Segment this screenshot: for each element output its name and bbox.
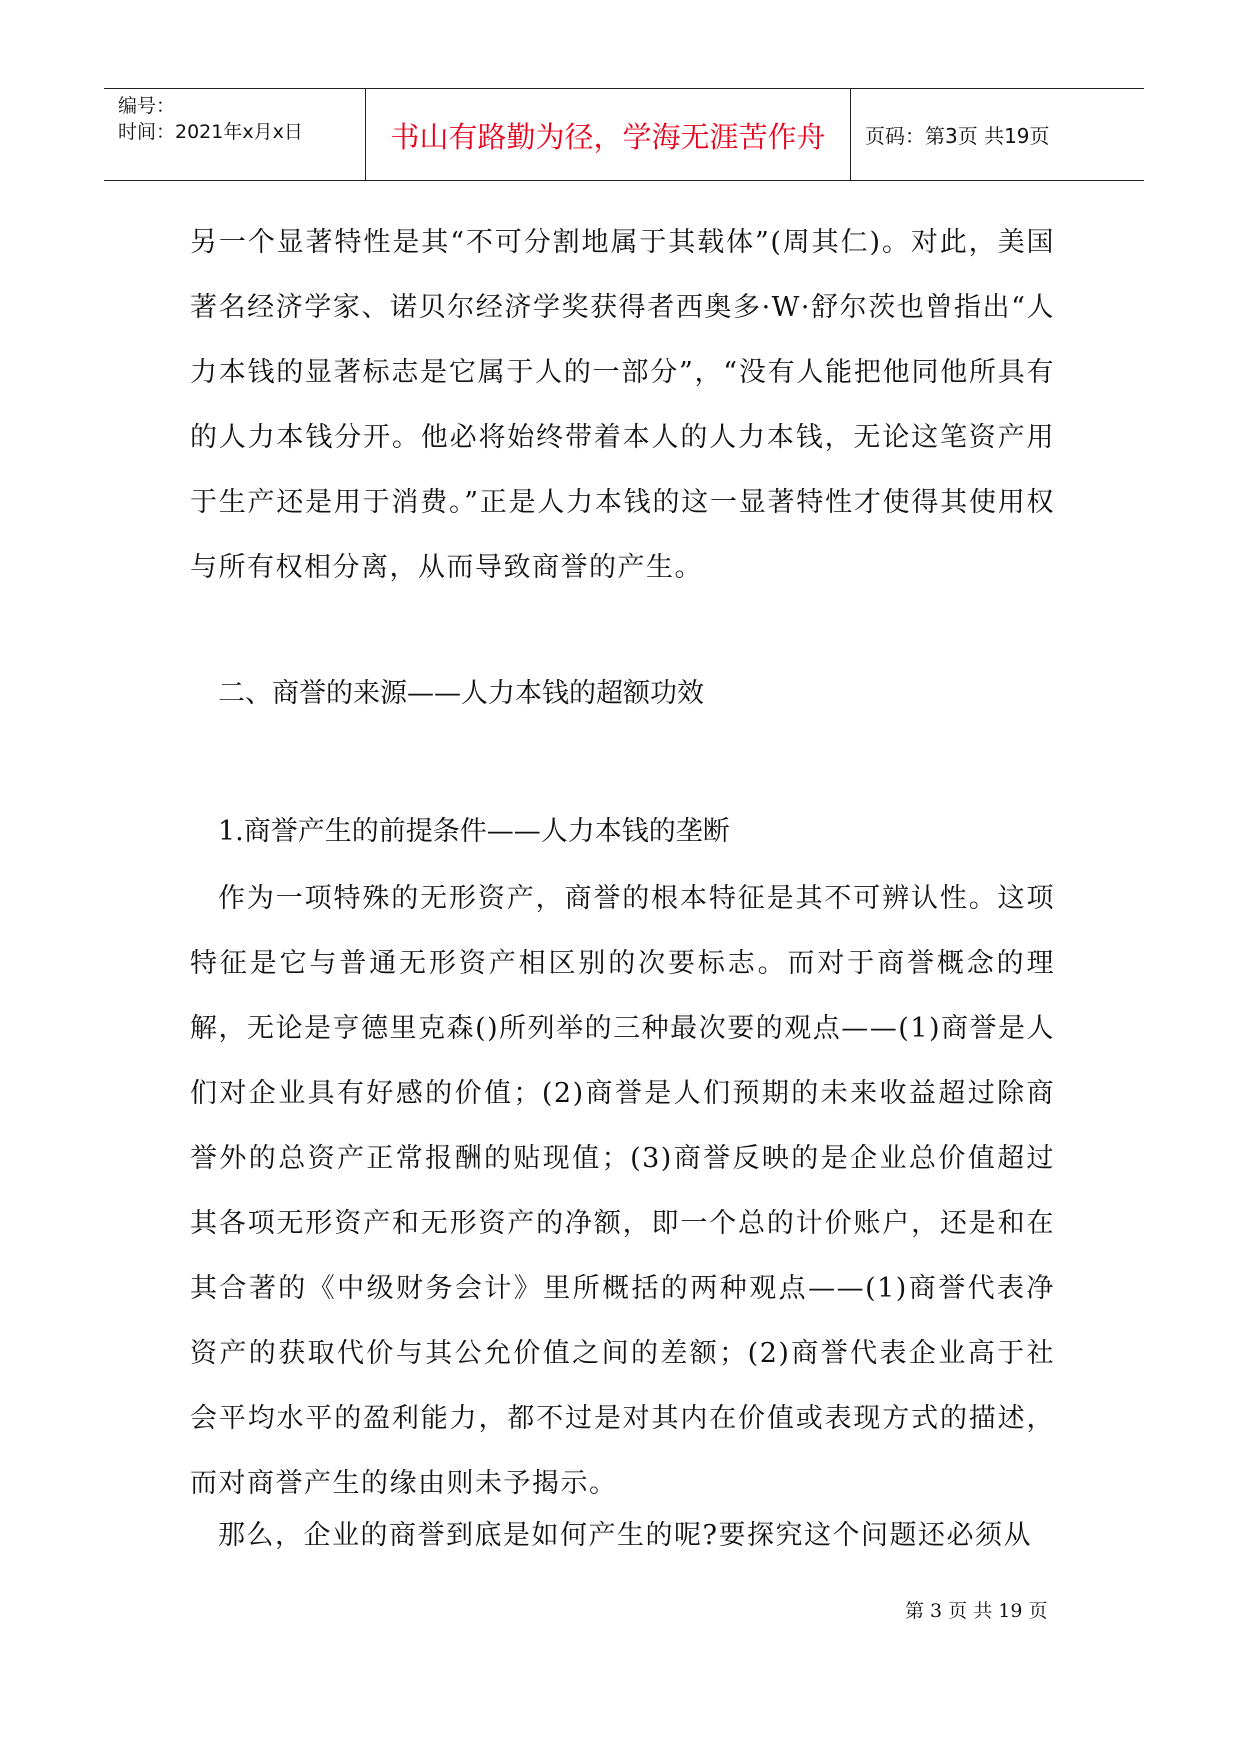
subsection-heading: 1.商誉产生的前提条件——人力本钱的垄断 [218, 816, 730, 847]
body-paragraph-3: 那么，企业的商誉到底是如何产生的呢?要探究这个问题还必须从 [218, 1520, 1032, 1551]
body-paragraph-1: 另一个显著特性是其“不可分割地属于其载体”(周其仁)。对此，美国著名经济学家、诺贝尔经济学奖获得者西奥多·W·舒尔茨也曾指出“人力本钱的显著标志是它属于人的一部分”，“没有人能把他同他所具有的人力本钱分开。他必将始终带着本人的人力本钱，无论这笔资产用于生产还是用于消费。”正是人力本钱的这一显著特性才使得其使用权与所有权相分离，从而导致商誉的产生。 [190, 227, 1055, 583]
page-footer-number: 第 3 页 共 19 页 [905, 1600, 1048, 1622]
section-heading: 二、商誉的来源——人力本钱的超额功效 [218, 678, 704, 709]
header-center-cell [366, 89, 851, 180]
page-header [104, 88, 1144, 181]
header-page-number: 页码：第3页 共19页 [865, 124, 1050, 148]
document-number-label: 编号： [118, 95, 176, 117]
header-left-cell [104, 89, 366, 180]
document-time-label: 时间：2021年x月x日 [118, 121, 303, 143]
header-motto: 书山有路勤为径，学海无涯苦作舟 [390, 120, 826, 154]
body-paragraph-2: 作为一项特殊的无形资产，商誉的根本特征是其不可辨认性。这项特征是它与普通无形资产相区别的次要标志。而对于商誉概念的理解，无论是亨德里克森()所列举的三种最次要的观点——(1)商誉是人们对企业具有好感的价值；(2)商誉是人们预期的未来收益超过除商誉外的总资产正常报酬的贴现值；(3)商誉反映的是企业总价值超过其各项无形资产和无形资产的净额，即一个总的计价账户，还是和在其合著的《中级财务会计》里所概括的两种观点——(1)商誉代表净资产的获取代价与其公允价值之间的差额；(2)商誉代表企业高于社会平均水平的盈利能力，都不过是对其内在价值或表现方式的描述，而对商誉产生的缘由则未予揭示。 [190, 883, 1055, 1499]
header-right-cell [851, 89, 1144, 180]
